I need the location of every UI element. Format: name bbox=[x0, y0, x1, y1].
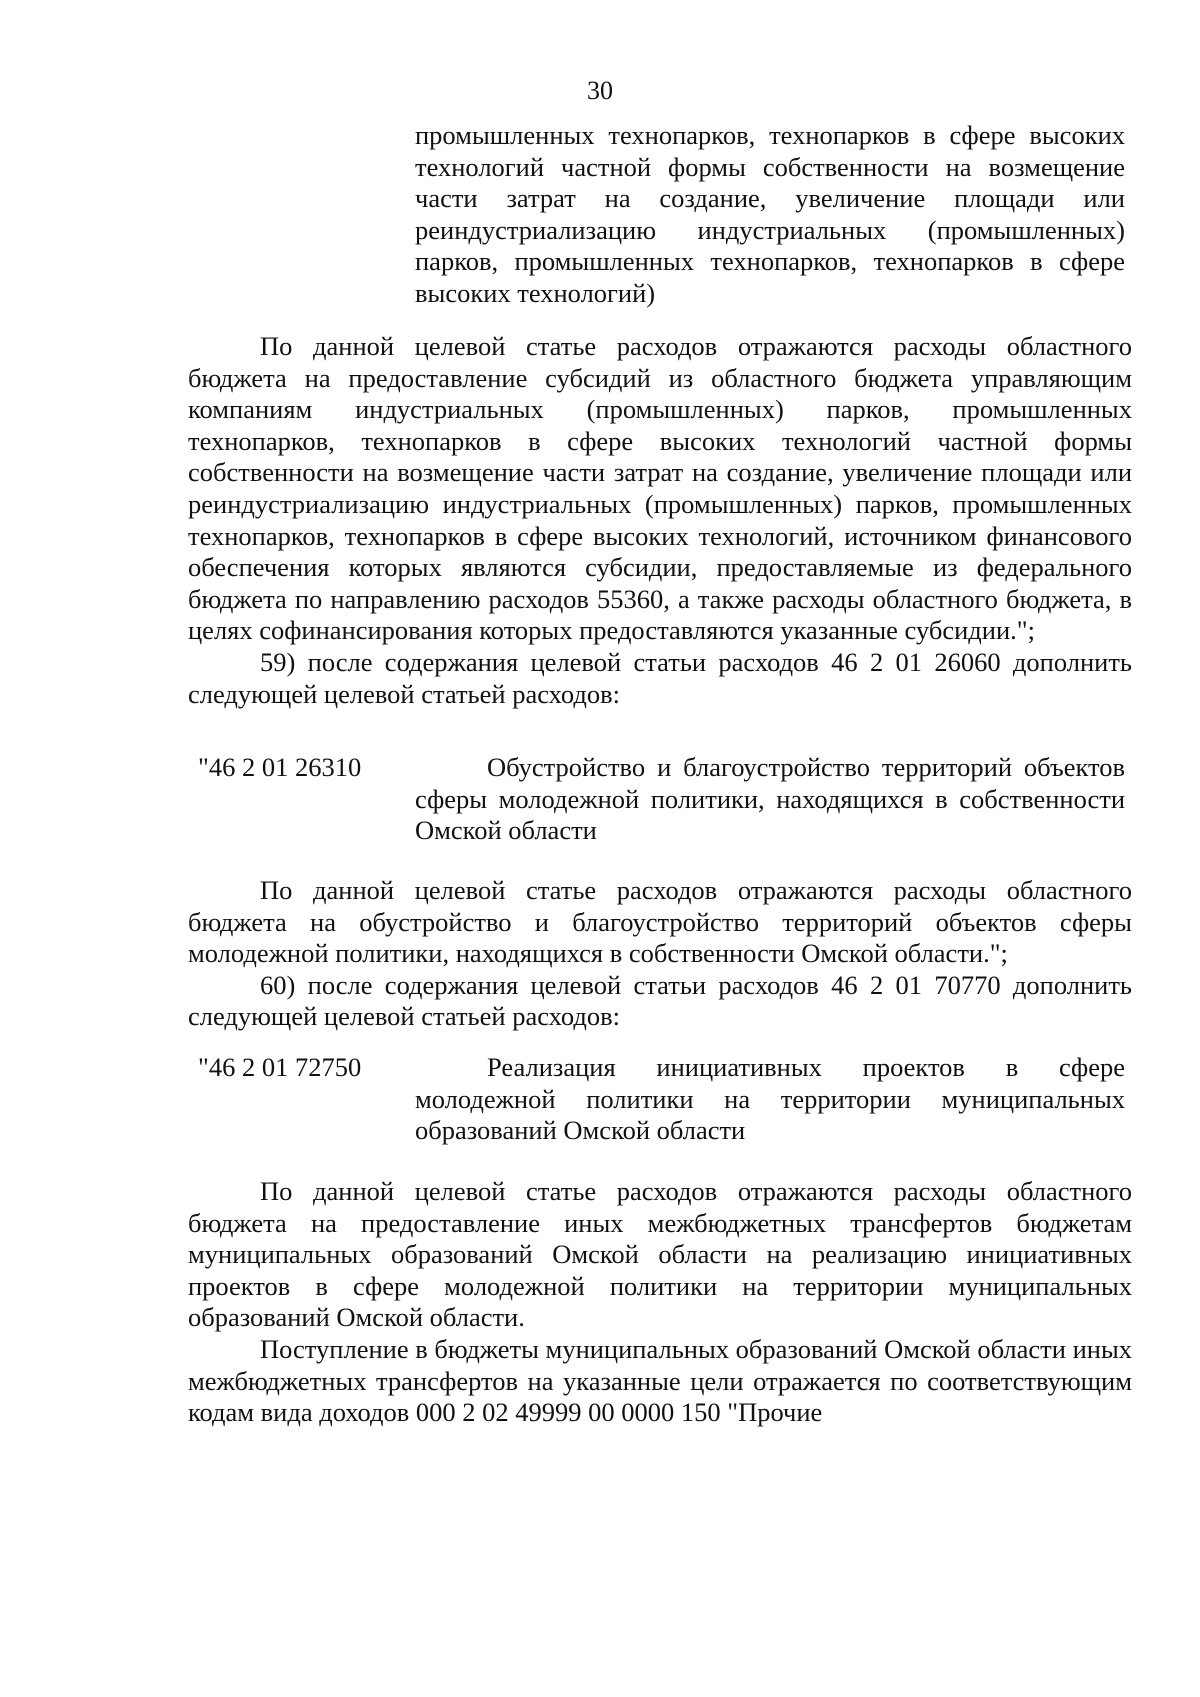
paragraph-item-60: 60) после содержания целевой статьи расходов 46 2 01 70770 дополнить следующей целевой статьей расходов: bbox=[188, 969, 1132, 1032]
budget-code: "46 2 01 72750 bbox=[198, 1052, 362, 1082]
page-number: 30 bbox=[587, 76, 613, 105]
body-text-section-2 bbox=[188, 875, 1132, 1033]
paragraph-item-59: 59) после содержания целевой статьи расходов 46 2 01 26060 дополнить следующей целевой статьей расходов: bbox=[188, 646, 1132, 709]
paragraph-subsidies-description: По данной целевой статье расходов отражаются расходы областного бюджета на предоставление субсидий из областного бюджета управляющим компаниям индустриальных (промышленных) парков, промышленных технопарков, технопарков в сфере высоких технологий частной формы собственности на возмещение части затрат на создание, увеличение площади или реиндустриализацию индустриальных (промышленных) парков, промышленных технопарков, технопарков в сфере высоких технологий, источником финансового обеспечения которых являются субсидии, предоставляемые из федерального бюджета по направлению расходов 55360, а также расходы областного бюджета, в целях софинансирования которых предоставляются указанные субсидии."; bbox=[188, 331, 1132, 646]
paragraph-income-codes: Поступление в бюджеты муниципальных образований Омской области иных межбюджетных трансфертов на указанные цели отражается по соответствующим кодам вида доходов 000 2 02 49999 00 0000 150 "Прочие bbox=[188, 1333, 1132, 1428]
budget-code-title: Реализация инициативных проектов в сфере молодежной политики на территории муниципальных образований Омской области bbox=[415, 1052, 1125, 1146]
budget-code: "46 2 01 26310 bbox=[198, 752, 362, 782]
budget-code-title: Обустройство и благоустройство территорий объектов сферы молодежной политики, находящихся в собственности Омской области bbox=[415, 752, 1125, 846]
body-text-section-3 bbox=[188, 1176, 1132, 1429]
paragraph-interbudget-transfers: По данной целевой статье расходов отражаются расходы областного бюджета на предоставление иных межбюджетных трансфертов бюджетам муниципальных образований Омской области на реализацию инициативных проектов в сфере молодежной политики на территории муниципальных образований Омской области. bbox=[188, 1176, 1132, 1333]
paragraph-youth-policy-territories: По данной целевой статье расходов отражаются расходы областного бюджета на обустройство и благоустройство территорий объектов сферы молодежной политики, находящихся в собственности Омской области."; bbox=[188, 875, 1132, 969]
continuation-text: промышленных технопарков, технопарков в сфере высоких технологий частной формы собственности на возмещение части затрат на создание, увеличение площади или реиндустриализацию индустриальных (промышленных) парков, промышленных технопарков, технопарков в сфере высоких технологий) bbox=[415, 120, 1125, 308]
body-text-section-1 bbox=[188, 331, 1132, 710]
continuation-text-block bbox=[415, 120, 1125, 310]
